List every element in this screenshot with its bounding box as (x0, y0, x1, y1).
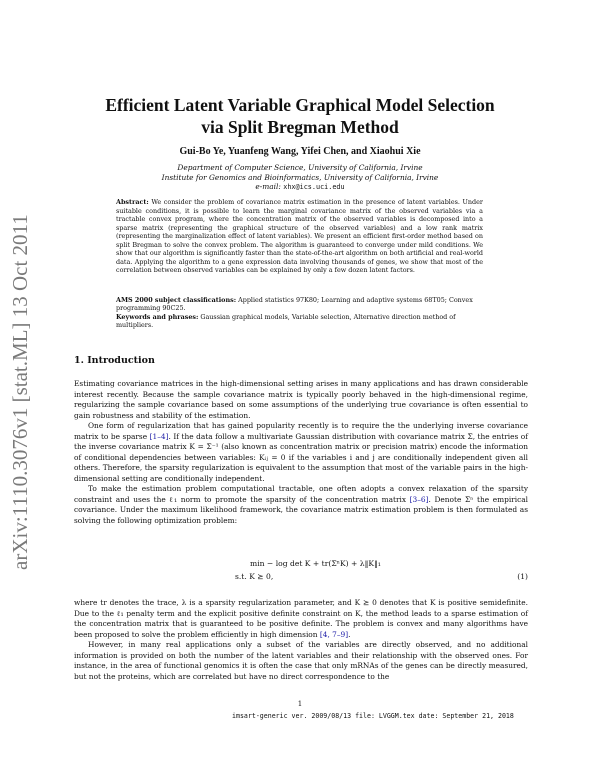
equation-constraint: s.t. K ⪰ 0, (235, 572, 274, 581)
citation-link[interactable]: [3–6] (409, 494, 429, 504)
keywords (116, 313, 483, 330)
title-line-1: Efficient Latent Variable Graphical Model Selection (105, 95, 495, 115)
paragraph-2 (74, 421, 528, 484)
paragraph-3-part-a: To make the estimation problem computational tractable, one often adopts a convex relaxation of the sparsity constraint and uses the ℓ₁ norm to promote the sparsity of the concentration matrix (74, 484, 528, 504)
equation-objective: min − log det K + tr(ΣⁿK) + λ‖K‖₁ (250, 559, 381, 568)
email-line (90, 182, 510, 193)
section-heading-introduction: 1. Introduction (74, 355, 155, 366)
keywords-text: Gaussian graphical models, Variable selection, Alternative direction method of multipliers. (116, 312, 456, 330)
email-label: e-mail: (255, 182, 281, 191)
paragraph-5: However, in many real applications only a subset of the variables are directly observed, and no additional information is provided on both the number of the latent variables and their relationship with the observed ones. For instance, in the area of functional genomics it is often the case that only mRNAs of the genes can be directly measured, but not the proteins, which are correlated but have no direct correspondence to the (74, 640, 528, 681)
abstract (116, 198, 483, 275)
ams-text: Applied statistics 97K80; Learning and adaptive systems 68T05; Convex programming 90C25. (116, 296, 473, 313)
abstract-label: Abstract: (116, 198, 149, 206)
equation-1 (74, 558, 528, 594)
page-number: 1 (297, 700, 303, 708)
author-list: Gui-Bo Ye, Yuanfeng Wang, Yifei Chen, and Xiaohui Xie (179, 146, 421, 157)
affiliation-1: Department of Computer Science, University of California, Irvine (177, 163, 423, 172)
paragraph-2-part-a: One form of regularization that has gained popularity recently is to require the the underlying inverse covariance matrix to be sparse (74, 421, 528, 441)
keywords-label: Keywords and phrases: (116, 312, 199, 321)
paragraph-2-part-b: . If the data follow a multivariate Gaussian distribution with covariance matrix Σ, the entries of the inverse covariance matrix K = Σ⁻¹ (also known as concentration matrix or precision matrix) encode the information of conditional dependencies between variables: Kᵢⱼ = 0 if the variables i and j are conditionally independent given all others. Therefore, the sparsity regularization is equivalent to the assumption that most of the variable pairs in the high-dimensional setting are conditionally independent. (74, 431, 528, 483)
ams-label: AMS 2000 subject classifications: (116, 296, 237, 304)
title-line-2: via Split Bregman Method (201, 117, 399, 137)
paragraph-3 (74, 484, 528, 526)
paragraph-3-part-b: . Denote Σⁿ the empirical covariance. Under the maximum likelihood framework, the covariance matrix estimation problem is then formulated as solving the following optimization problem: (74, 494, 528, 525)
paragraph-4-part-b: . (348, 629, 351, 639)
paragraph-4 (74, 598, 528, 640)
affiliation-2: Institute for Genomics and Bioinformatics, University of California, Irvine (161, 172, 439, 182)
citation-link[interactable]: [4, 7–9] (319, 629, 349, 639)
arxiv-sidebar-stamp (8, 180, 38, 570)
paragraph-1: Estimating covariance matrices in the high-dimensional setting arises in many applications and has drawn considerable interest recently. Because the sample covariance matrix is typically poorly behaved in the high-dimensional regime, regularizing the sample covariance based on some assumptions of the underlying true covariance is often essential to gain robustness and stability of the estimation. (74, 379, 528, 420)
affiliations (90, 163, 510, 193)
arxiv-identifier: arXiv:1110.3076v1 [stat.ML] 13 Oct 2011 (8, 214, 32, 570)
classification-block (116, 296, 483, 330)
intro-body (74, 379, 528, 526)
equation-number: (1) (517, 572, 528, 581)
citation-link[interactable]: [1–4] (149, 431, 169, 441)
intro-body-continued (74, 598, 528, 682)
ams-classification (116, 296, 483, 313)
abstract-text: We consider the problem of covariance matrix estimation in the presence of latent variables. Under suitable conditions, it is possible to learn the marginal covariance matrix of the observed variables via a tractable convex program, where the concentration matrix of the observed variables is decomposed into a sparse matrix (representing the graphical structure of the observed variables) and a low rank matrix (representing the marginalization effect of latent variables). We present an efficient first-order method based on split Bregman to solve the convex problem. The algorithm is guaranteed to converge under mild conditions. We show that our algorithm is significantly faster than the state-of-the-art algorithm on both artificial and real-world data. Applying the algorithm to a gene expression data involving thousands of genes, we show that most of the correlation between observed variables can be explained by only a few dozen latent factors. (116, 198, 483, 274)
paragraph-4-part-a: where tr denotes the trace, λ is a sparsity regularization parameter, and K ⪰ 0 denotes that K is positive semidefinite. Due to the ℓ₁ penalty term and the explicit positive definite constraint on K, the method leads to a sparse estimation of the concentration matrix that is guaranteed to be positive definite. The problem is convex and many algorithms have been proposed to solve the problem efficiently in high dimension (74, 598, 528, 639)
page-footer: imsart-generic ver. 2009/08/13 file: LVGGM.tex date: September 21, 2018 (232, 712, 514, 720)
paper-title (70, 94, 530, 138)
email-link[interactable]: xhx@ics.uci.edu (283, 183, 345, 191)
